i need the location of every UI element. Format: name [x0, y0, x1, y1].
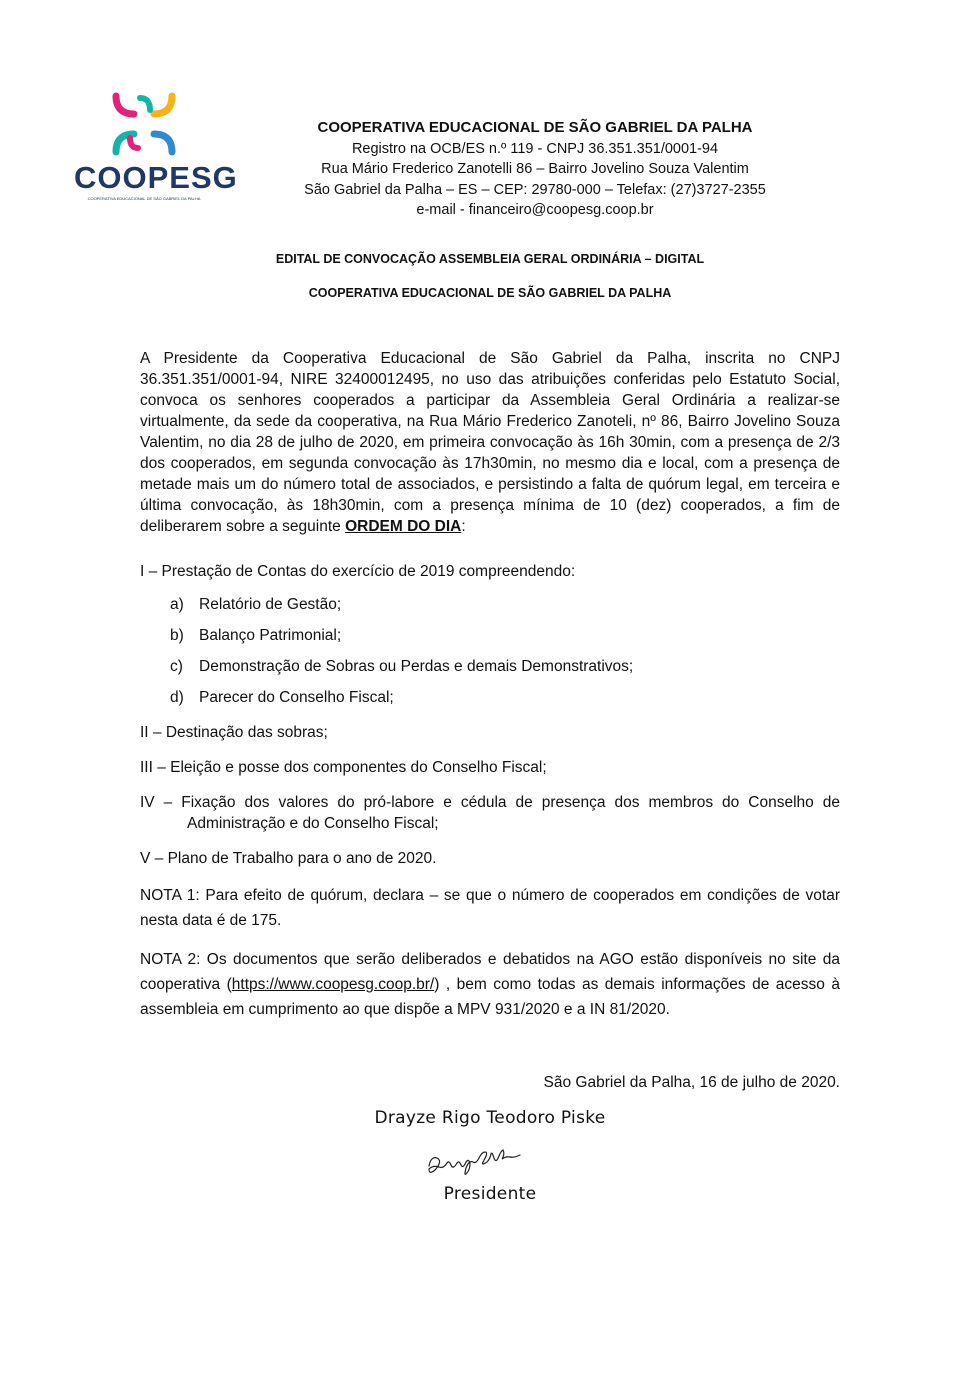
nota-2-text: NOTA 2: Os documentos que serão deliberados e debatidos na AGO estão disponíveis no site da cooperativa (: [140, 951, 840, 993]
ordem-do-dia: ORDEM DO DIA: [345, 518, 462, 535]
subitem-letter: a): [170, 596, 184, 613]
coopesg-site-link[interactable]: https://www.coopesg.coop.br/: [231, 976, 435, 993]
logo-emblem-icon: [110, 92, 178, 156]
document-body: [140, 348, 840, 1022]
org-name: COOPERATIVA EDUCACIONAL DE SÃO GABRIEL DA PALHA: [317, 119, 753, 136]
agenda-subitem: [140, 687, 840, 708]
intro-text: A Presidente da Cooperativa Educacional de São Gabriel da Palha, inscrita no CNPJ 36.351.351/0001-94, NIRE 32400012495, no uso das atribuições conferidas pelo Estatuto Social, convoca os senhores cooperados a participar da Assembleia Geral Ordinária a realizar-se virtualmente, da sede da cooperativa, na Rua Mário Frederico Zanoteli, nº 86, Bairro Jovelino Souza Valentim, no dia 28 de julho de 2020, em primeira convocação às 16h 30min, com a presença de 2/3 dos cooperados, em segunda convocação às 17h30min, no mesmo dia e local, com a presença de metade mais um do número total de associados, e persistindo a falta de quórum legal, em terceira e última convocação, às 18h30min, com a presença mínima de 10 (dez) cooperados, a fim de deliberarem sobre a seguinte: [140, 350, 840, 535]
registro-line: Registro na OCB/ES n.º 119 - CNPJ 36.351.351/0001-94: [351, 140, 719, 157]
subitem-text: Parecer do Conselho Fiscal;: [199, 689, 394, 706]
logo-wordmark: COOPESG: [74, 160, 238, 195]
nota-1: NOTA 1: Para efeito de quórum, declara – se que o número de cooperados em condições de votar nesta data é de 175.: [140, 887, 840, 929]
handwritten-signature: [425, 1148, 550, 1185]
subitem-letter: b): [170, 627, 184, 644]
subitem-letter: d): [170, 689, 184, 706]
agenda-subitem: [140, 656, 840, 677]
agenda-subitem: [140, 594, 840, 615]
agenda-item-4: IV – Fixação dos valores do pró-labore e cédula de presença dos membros do Conselho de Administração e do Conselho Fiscal;: [140, 794, 840, 832]
subitem-text: Balanço Patrimonial;: [199, 627, 342, 644]
coopesg-logo: [74, 92, 238, 204]
intro-paragraph: [140, 348, 840, 537]
agenda-item-5: V – Plano de Trabalho para o ano de 2020.: [140, 850, 437, 867]
letterhead: [245, 118, 825, 221]
agenda-subitem: [140, 625, 840, 646]
logo-subtitle: COOPERATIVA EDUCACIONAL DE SÃO GABRIEL DA PALHA: [87, 196, 201, 201]
document-titles: [140, 252, 840, 320]
nota-2-text-end: ) , bem como todas as demais informações de acesso à assembleia em cumprimento ao que dispõe a MPV 931/2020 e a IN 81/2020.: [140, 976, 840, 1018]
subitem-text: Demonstração de Sobras ou Perdas e demais Demonstrativos;: [199, 658, 634, 675]
subitem-letter: c): [170, 658, 183, 675]
signer-role: Presidente: [443, 1184, 537, 1204]
intro-colon: :: [461, 518, 466, 535]
document-date: São Gabriel da Palha, 16 de julho de 2020.: [543, 1074, 840, 1091]
email-line: e-mail - financeiro@coopesg.coop.br: [416, 202, 654, 218]
subitem-text: Relatório de Gestão;: [199, 596, 342, 613]
signer-name: Drayze Rigo Teodoro Piske: [374, 1108, 606, 1128]
address-line: Rua Mário Frederico Zanotelli 86 – Bairro Jovelino Souza Valentim: [321, 161, 749, 177]
agenda-item-2: II – Destinação das sobras;: [140, 724, 328, 741]
agenda-item-3: III – Eleição e posse dos componentes do Conselho Fiscal;: [140, 759, 547, 776]
org-title: COOPERATIVA EDUCACIONAL DE SÃO GABRIEL DA PALHA: [308, 286, 672, 300]
nota-2: [140, 947, 840, 1022]
agenda-item-1: I – Prestação de Contas do exercício de 2019 compreendendo:: [140, 563, 576, 580]
city-line: São Gabriel da Palha – ES – CEP: 29780-000 – Telefax: (27)3727-2355: [304, 181, 766, 198]
edital-title: EDITAL DE CONVOCAÇÃO ASSEMBLEIA GERAL ORDINÁRIA – DIGITAL: [275, 252, 705, 266]
